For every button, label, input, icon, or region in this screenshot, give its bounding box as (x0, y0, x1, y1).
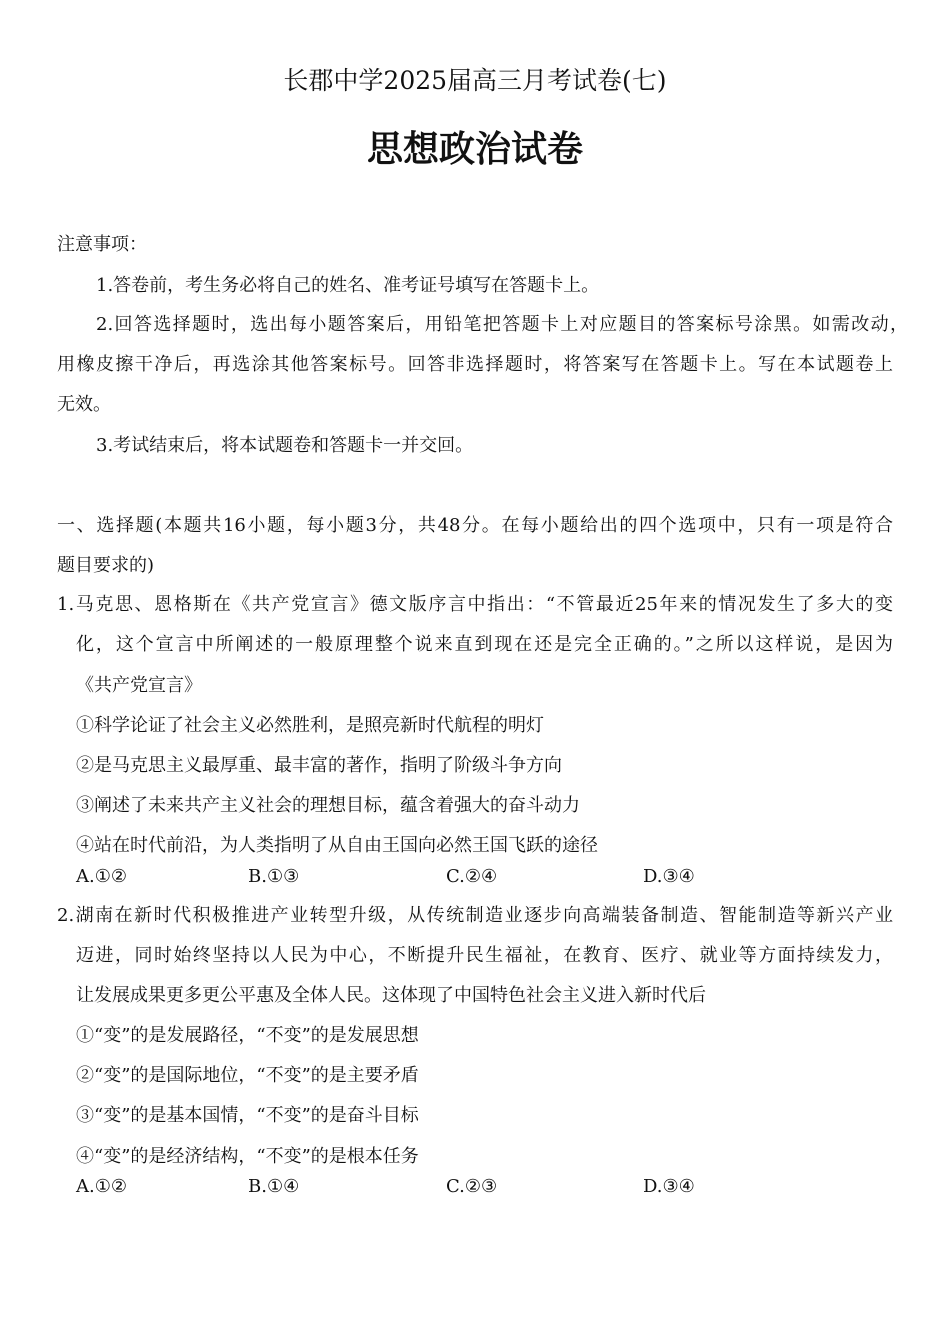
question-statement: ③阐述了未来共产主义社会的理想目标，蕴含着强大的奋斗动力 (76, 795, 580, 816)
notice-item: 无效。 (57, 394, 111, 415)
answer-option-c[interactable]: C.②③ (446, 1176, 498, 1197)
answer-option-b[interactable]: B.①④ (248, 1176, 300, 1197)
question-statement: ④“变”的是经济结构，“不变”的是根本任务 (76, 1146, 419, 1167)
exam-subject-title: 思想政治试卷 (366, 129, 583, 170)
question-statement: ④站在时代前沿，为人类指明了从自由王国向必然王国飞跃的途径 (76, 835, 598, 856)
notice-item: 3.考试结束后，将本试题卷和答题卡一并交回。 (96, 435, 474, 456)
notice-item: 1.答卷前，考生务必将自己的姓名、准考证号填写在答题卡上。 (96, 275, 600, 296)
answer-option-b[interactable]: B.①③ (248, 866, 300, 887)
answer-option-d[interactable]: D.③④ (643, 1176, 695, 1197)
notice-item: 2.回答选择题时，选出每小题答案后，用铅笔把答题卡上对应题目的答案标号涂黑。如需改动， (96, 314, 908, 335)
answer-option-a[interactable]: A.①② (76, 866, 127, 887)
question-statement: ①“变”的是发展路径，“不变”的是发展思想 (76, 1025, 419, 1046)
question-stem: 迈进，同时始终坚持以人民为中心，不断提升民生福祉，在教育、医疗、就业等方面持续发力， (76, 945, 893, 966)
exam-school-title: 长郡中学2025届高三月考试卷(七) (283, 66, 667, 95)
question-stem: 1.马克思、恩格斯在《共产党宣言》德文版序言中指出：“不管最近25年来的情况发生了多大的变 (57, 594, 893, 615)
section-heading: 题目要求的) (57, 555, 155, 576)
section-heading: 一、选择题(本题共16小题，每小题3分，共48分。在每小题给出的四个选项中，只有一项是符合 (57, 515, 893, 536)
answer-option-a[interactable]: A.①② (76, 1176, 127, 1197)
question-stem: 让发展成果更多更公平惠及全体人民。这体现了中国特色社会主义进入新时代后 (76, 985, 706, 1006)
answer-option-c[interactable]: C.②④ (446, 866, 498, 887)
notice-heading: 注意事项： (57, 234, 147, 255)
question-statement: ②是马克思主义最厚重、最丰富的著作，指明了阶级斗争方向 (76, 755, 562, 776)
question-statement: ②“变”的是国际地位，“不变”的是主要矛盾 (76, 1065, 419, 1086)
notice-item: 用橡皮擦干净后，再选涂其他答案标号。回答非选择题时，将答案写在答题卡上。写在本试题卷上 (57, 354, 893, 375)
question-stem: 2.湖南在新时代积极推进产业转型升级，从传统制造业逐步向高端装备制造、智能制造等新兴产业 (57, 905, 893, 926)
answer-option-d[interactable]: D.③④ (643, 866, 695, 887)
question-statement: ①科学论证了社会主义必然胜利，是照亮新时代航程的明灯 (76, 715, 544, 736)
question-statement: ③“变”的是基本国情，“不变”的是奋斗目标 (76, 1105, 419, 1126)
question-stem: 《共产党宣言》 (76, 675, 202, 696)
question-stem: 化，这个宣言中所阐述的一般原理整个说来直到现在还是完全正确的。”之所以这样说，是因为 (76, 634, 893, 655)
